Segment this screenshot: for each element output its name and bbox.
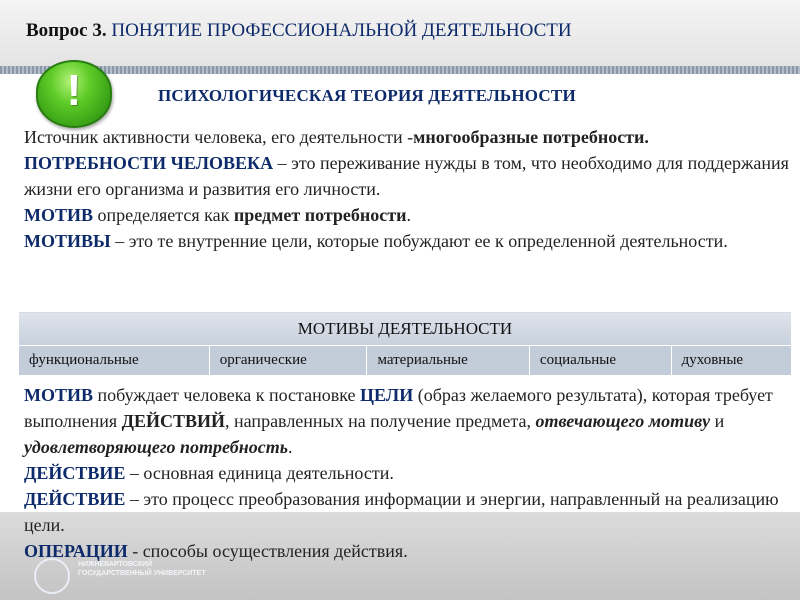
actions-emphasis: ДЕЙСТВИЙ <box>121 411 226 431</box>
motive-emphasis: предмет потребности <box>233 205 407 225</box>
motives-table-header-row <box>19 312 792 346</box>
exclamation-mark: ! <box>66 66 82 115</box>
emphasis-motive: отвечающего мотиву <box>535 411 711 431</box>
term-action-2: ДЕЙСТВИЕ <box>24 489 126 509</box>
paragraph-source: Источник активности человека, его деятельности -многообразные потребности. <box>24 127 649 147</box>
header-title <box>26 20 572 42</box>
university-emblem-icon <box>34 558 70 594</box>
header-divider <box>0 66 800 74</box>
term-motive-2: МОТИВ <box>24 385 94 405</box>
paragraph-motive: МОТИВ определяется как предмет потребности. <box>24 205 411 225</box>
paragraph-action-unit: ДЕЙСТВИЕ – основная единица деятельности. <box>24 463 394 483</box>
term-goal: ЦЕЛИ <box>360 385 414 405</box>
motives-table-row <box>19 346 792 376</box>
content-top <box>24 124 794 254</box>
term-operations: ОПЕРАЦИИ <box>24 541 128 561</box>
motive-cell-material: материальные <box>367 346 529 376</box>
paragraph-action-process: ДЕЙСТВИЕ – это процесс преобразования информации и энергии, направленный на реализацию цели. <box>24 489 779 535</box>
term-motives: МОТИВЫ <box>24 231 111 251</box>
slide-title: ПОНЯТИЕ ПРОФЕССИОНАЛЬНОЙ ДЕЯТЕЛЬНОСТИ <box>111 20 572 41</box>
term-needs: ПОТРЕБНОСТИ ЧЕЛОВЕКА <box>24 153 274 173</box>
question-number: Вопрос 3. <box>26 20 107 41</box>
motives-table-header: МОТИВЫ ДЕЯТЕЛЬНОСТИ <box>19 312 792 346</box>
exclamation-icon <box>36 60 112 128</box>
motive-cell-functional: функциональные <box>19 346 210 376</box>
motives-table <box>18 311 792 376</box>
paragraph-needs: ПОТРЕБНОСТИ ЧЕЛОВЕКА – это переживание нужды в том, что необходимо для поддержания жизни его организма и развития его личности. <box>24 153 789 199</box>
paragraph-operations: ОПЕРАЦИИ - способы осуществления действия. <box>24 541 408 561</box>
term-action: ДЕЙСТВИЕ <box>24 463 126 483</box>
emphasis-need: удовлетворяющего потребность <box>24 437 288 457</box>
university-logo <box>34 556 264 596</box>
header <box>0 0 800 66</box>
content-bottom <box>24 382 794 564</box>
university-name: НИЖНЕВАРТОВСКИЙ ГОСУДАРСТВЕННЫЙ УНИВЕРСИТЕТ <box>78 561 206 577</box>
paragraph-goal: МОТИВ побуждает человека к постановке ЦЕЛИ (образ желаемого результата), которая требует выполнения ДЕЙСТВИЙ, направленных на получение предмета, отвечающего мотиву и удовлетворяющего потребность. <box>24 385 773 457</box>
section-subtitle: ПСИХОЛОГИЧЕСКАЯ ТЕОРИЯ ДЕЯТЕЛЬНОСТИ <box>158 86 576 105</box>
motive-cell-organic: органические <box>209 346 367 376</box>
term-motive: МОТИВ <box>24 205 94 225</box>
motive-cell-social: социальные <box>529 346 671 376</box>
paragraph-motives: МОТИВЫ – это те внутренние цели, которые побуждают ее к определенной деятельности. <box>24 231 728 251</box>
needs-emphasis: многообразные потребности. <box>413 127 649 147</box>
motive-cell-spiritual: духовные <box>671 346 791 376</box>
